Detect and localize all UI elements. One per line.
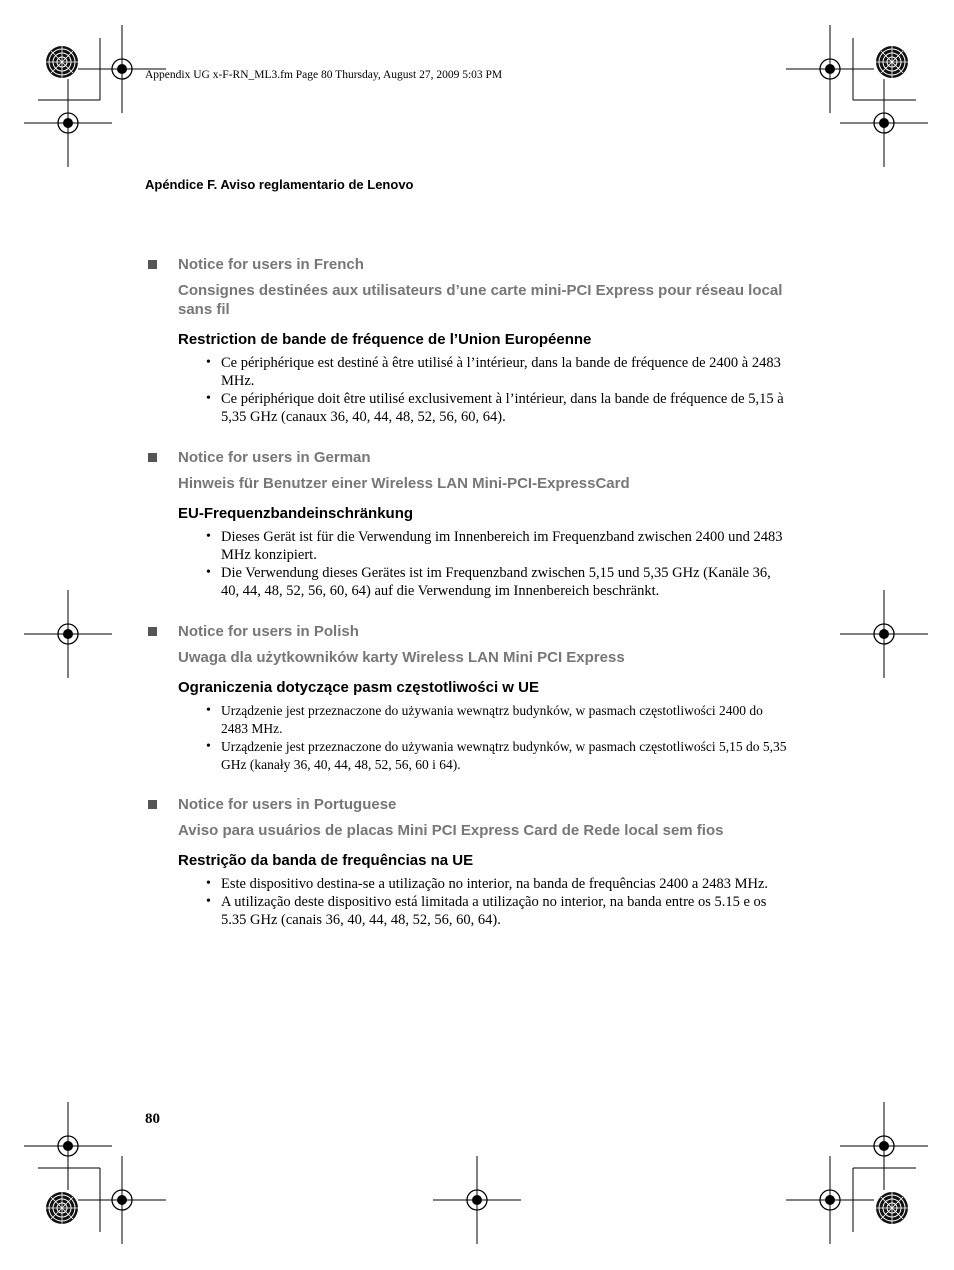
- crosshair-mark-bottom-left-b: [24, 1102, 112, 1190]
- list-item-text: Urządzenie jest przeznaczone do używania wewnątrz budynków, w pasmach częstotliwości 5,15 do 5,35 GHz (kanały 36, 40, 44, 48, 52, 56, 60 i 64).: [221, 739, 787, 772]
- notice-section-portuguese: [145, 796, 795, 929]
- restriction-heading: Restriction de bande de fréquence de l’Union Européenne: [178, 331, 592, 348]
- starburst-mark-bottom-left: [46, 1192, 78, 1224]
- list-item-text: Die Verwendung dieses Gerätes ist im Frequenzband zwischen 5,15 und 5,35 GHz (Kanäle 36, 40, 44, 48, 52, 56, 60, 64) auf die Verwendung im Innenbereich beschränkt.: [221, 565, 771, 599]
- notice-section-german: [145, 449, 795, 600]
- crosshair-mark-bottom-right-a: [786, 1156, 874, 1244]
- restriction-heading: Restrição da banda de frequências na UE: [178, 852, 474, 869]
- notice-subtitle: Uwaga dla użytkowników karty Wireless LAN Mini PCI Express: [178, 649, 625, 666]
- list-item-text: Ce périphérique doit être utilisé exclusivement à l’intérieur, dans la bande de fréquence de 5,15 à 5,35 GHz (canaux 36, 40, 44, 48, 52, 56, 60, 64).: [221, 391, 784, 425]
- list-item: [206, 564, 791, 600]
- square-bullet-icon: [148, 800, 157, 809]
- list-item: [206, 702, 791, 738]
- list-item-text: A utilização deste dispositivo está limitada a utilização no interior, na banda entre os 5.15 e os 5.35 GHz (canais 36, 40, 44, 48, 52, 56, 60, 64).: [221, 894, 767, 928]
- print-header: Appendix UG x-F-RN_ML3.fm Page 80 Thursday, August 27, 2009 5:03 PM: [145, 69, 503, 81]
- list-item: [206, 738, 791, 774]
- list-item: [206, 390, 791, 426]
- bullet-dot-icon: •: [206, 894, 211, 909]
- notice-section-french: [145, 256, 795, 426]
- crosshair-mark-bottom-center: [433, 1156, 521, 1244]
- bullet-dot-icon: •: [206, 876, 211, 891]
- square-bullet-icon: [148, 260, 157, 269]
- restriction-heading: Ograniczenia dotyczące pasm częstotliwości w UE: [178, 679, 539, 696]
- crosshair-mark-middle-right: [840, 590, 928, 678]
- starburst-mark-top-right: [876, 46, 908, 78]
- list-item: [206, 354, 791, 390]
- list-item-text: Ce périphérique est destiné à être utilisé à l’intérieur, dans la bande de fréquence de 2400 à 2483 MHz.: [221, 355, 781, 389]
- bullet-dot-icon: •: [206, 529, 211, 544]
- list-item-text: Urządzenie jest przeznaczone do używania wewnątrz budynków, w pasmach częstotliwości 2400 do 2483 MHz.: [221, 703, 763, 736]
- bullet-dot-icon: •: [206, 391, 211, 406]
- crosshair-mark-middle-left: [24, 590, 112, 678]
- notice-subtitle: Hinweis für Benutzer einer Wireless LAN Mini-PCI-ExpressCard: [178, 475, 630, 492]
- restriction-heading: EU-Frequenzbandeinschränkung: [178, 505, 414, 522]
- square-bullet-icon: [148, 453, 157, 462]
- list-item-text: Dieses Gerät ist für die Verwendung im Innenbereich im Frequenzband zwischen 2400 und 2483 MHz konzipiert.: [221, 529, 783, 563]
- bullet-list: [145, 354, 795, 426]
- notice-heading: Notice for users in French: [178, 256, 364, 273]
- bullet-list: [145, 875, 795, 929]
- crosshair-mark-bottom-left-a: [78, 1156, 166, 1244]
- notice-subtitle: Aviso para usuários de placas Mini PCI Express Card de Rede local sem fios: [178, 822, 724, 839]
- crosshair-mark-top-left-b: [24, 79, 112, 167]
- list-item: [206, 528, 791, 564]
- starburst-mark-bottom-right: [876, 1192, 908, 1224]
- notice-heading: Notice for users in Polish: [178, 623, 359, 640]
- running-head: Apéndice F. Aviso reglamentario de Lenovo: [145, 177, 414, 192]
- square-bullet-icon: [148, 627, 157, 636]
- bullet-dot-icon: •: [206, 703, 211, 718]
- bullet-list: [145, 528, 795, 600]
- bullet-dot-icon: •: [206, 355, 211, 370]
- bullet-dot-icon: •: [206, 565, 211, 580]
- list-item: [206, 893, 791, 929]
- bullet-dot-icon: •: [206, 739, 211, 754]
- notice-section-polish: [145, 623, 795, 774]
- notice-heading: Notice for users in Portuguese: [178, 796, 397, 813]
- starburst-mark-top-left: [46, 46, 78, 78]
- bullet-list: [145, 702, 795, 774]
- notice-heading: Notice for users in German: [178, 449, 371, 466]
- page-number: 80: [145, 1111, 160, 1127]
- notice-subtitle: Consignes destinées aux utilisateurs d’une carte mini-PCI Express pour réseau local sans fil: [178, 282, 783, 318]
- list-item-text: Este dispositivo destina-se a utilização no interior, na banda de frequências 2400 a 2483 MHz.: [221, 876, 769, 892]
- list-item: [206, 875, 791, 893]
